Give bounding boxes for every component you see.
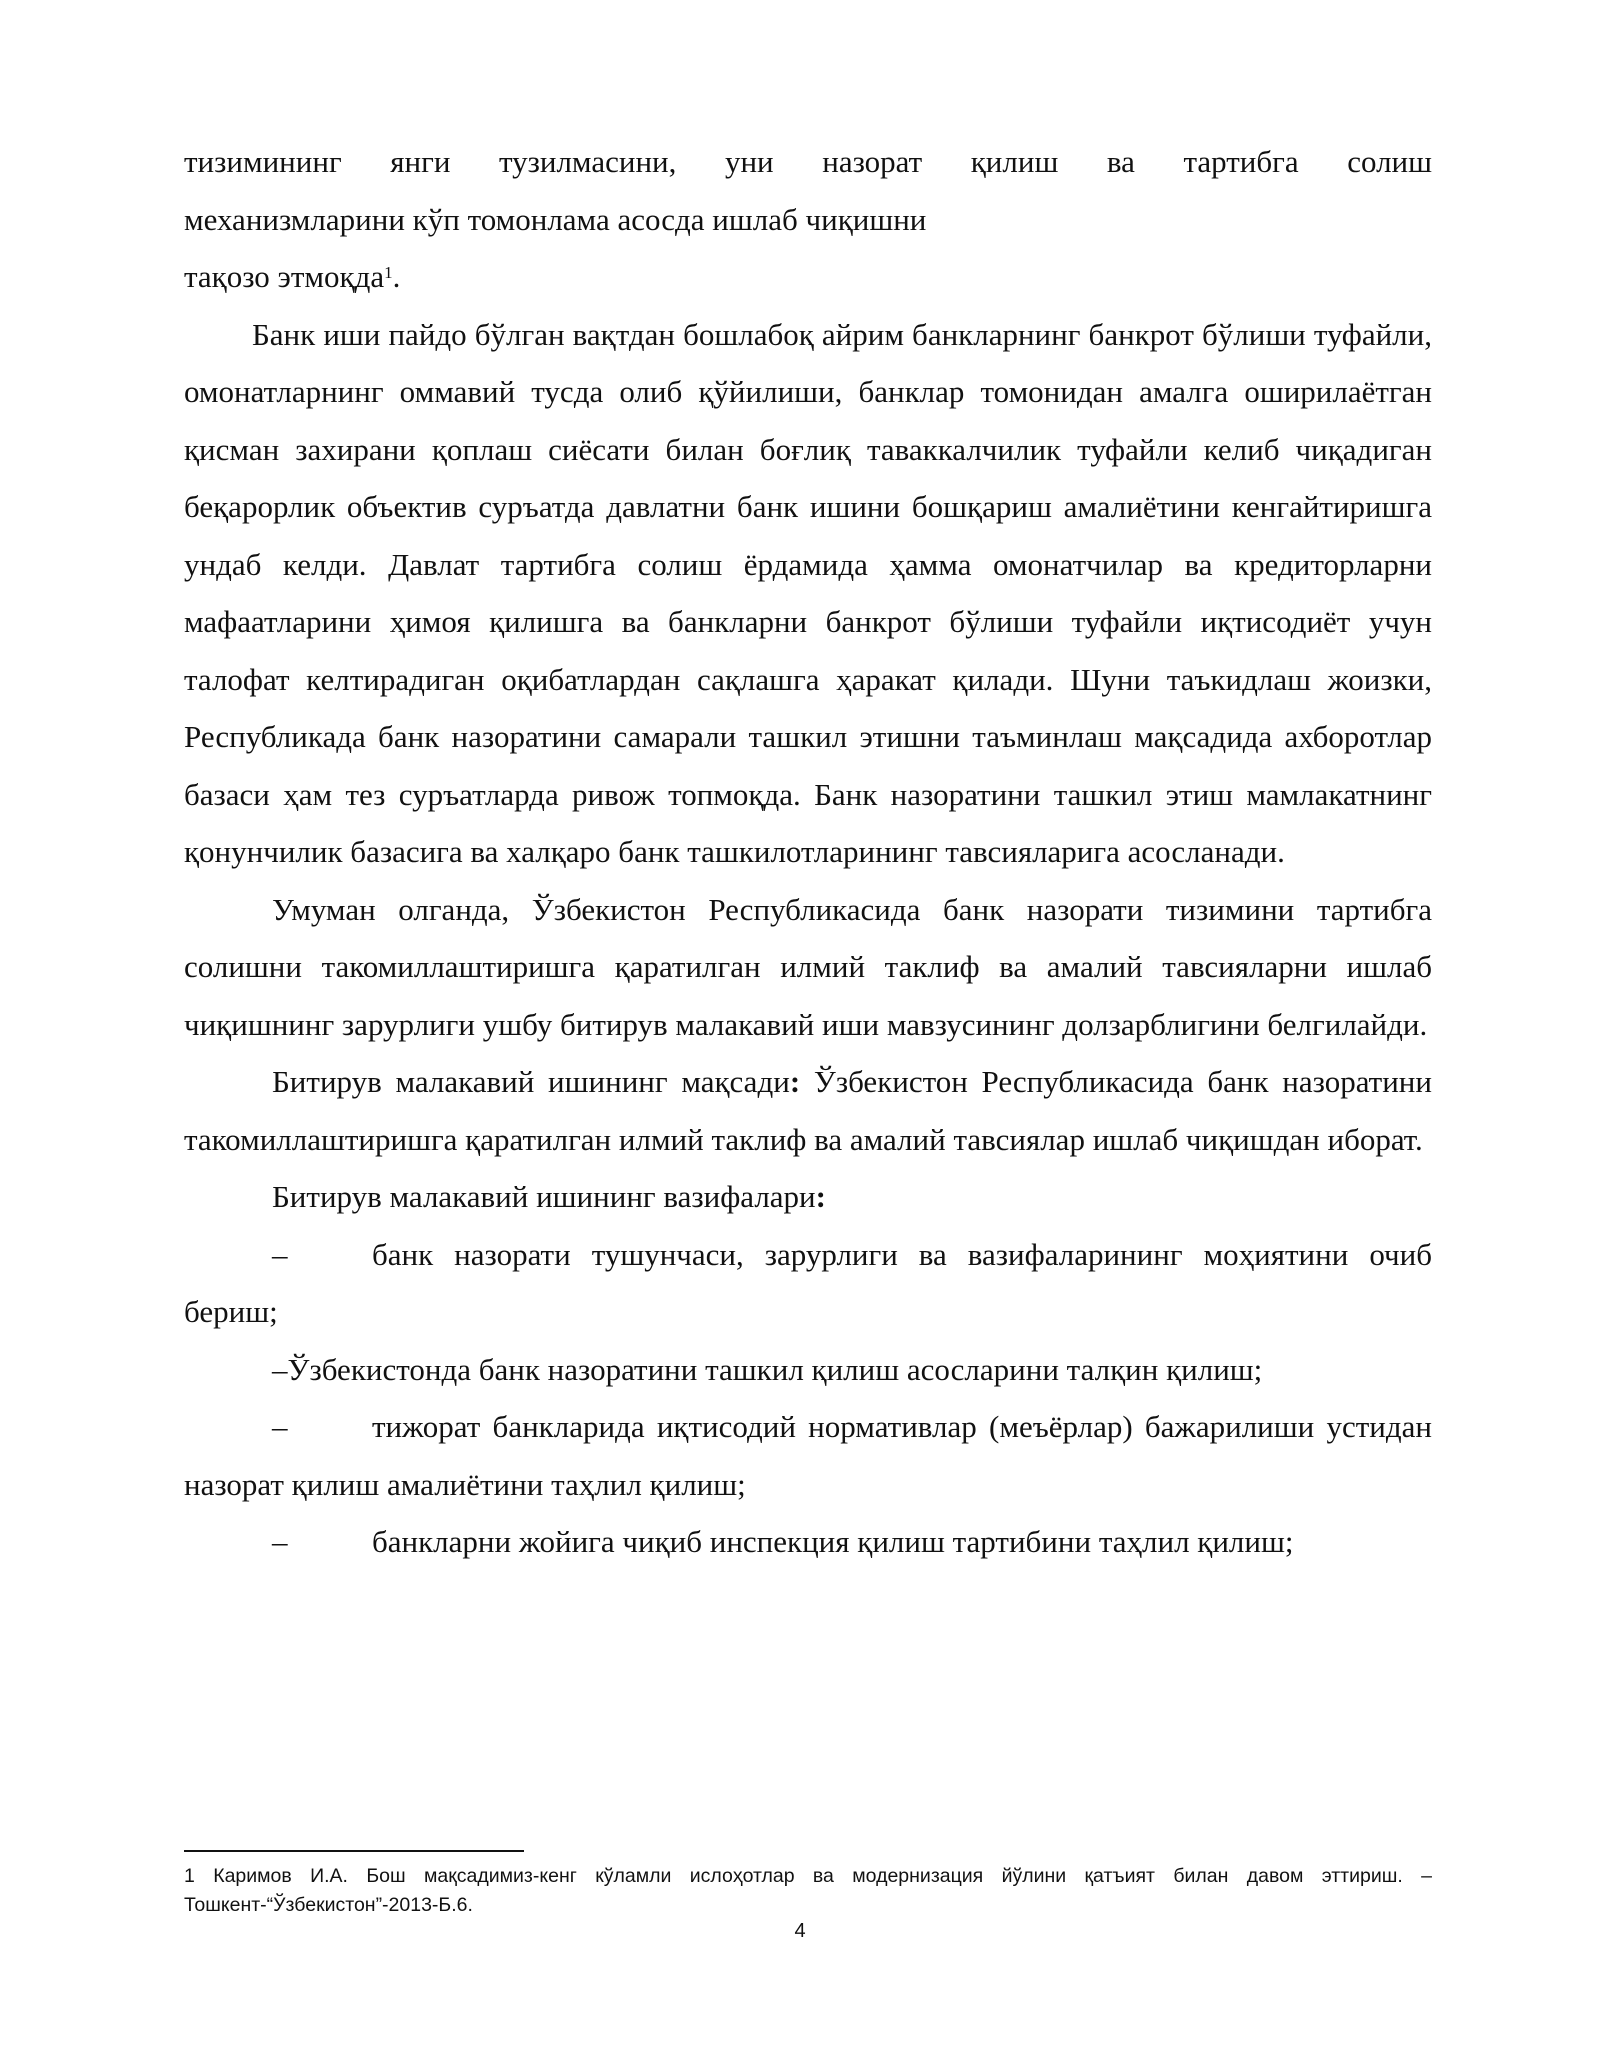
paragraph-1-line-3 [184,248,1432,306]
footnote-separator [184,1850,524,1852]
footnote: 1 Каримов И.А. Бош мақсадимиз-кенг кўламли ислоҳотлар ва модернизация йўлини қатъият билан давом эттириш. – Тошкент-“Ўзбекистон”-2013-Б.6. [184,1865,1432,1916]
paragraph-2: Банк иши пайдо бўлган вақтдан бошлабоқ айрим банкларнинг банкрот бўлиши туфайли, омонатларнинг оммавий тусда олиб қўйилиши, банклар томонидан амалга оширилаётган қисман захирани қоплаш сиёсати билан боғлиқ таваккалчилик туфайли келиб чиқадиган беқарорлик объектив суръатда давлатни банк ишини бошқариш амалиётини кенгайтиришга ундаб келди. Давлат тартибга солиш ёрдамида ҳамма омонатчилар ва кредиторларни мафаатларини ҳимоя қилишга ва банкларни банкрот бўлиши туфайли иқтисодиёт учун талофат келтирадиган оқибатлардан сақлашга ҳаракат қилади. Шуни таъкидлаш жоизки, Республикада банк назоратини самарали ташкил этишни таъминлаш мақсадида ахборотлар базаси ҳам тез суръатларда ривож топмоқда. Банк назоратини ташкил этиш мамлакатнинг қонунчилик базасига ва халқаро банк ташкилотларининг тавсияларига асосланади. [184,316,1432,869]
paragraph-4 [184,1053,1432,1168]
task-item-4-dash: – [272,1524,288,1559]
task-item-4-text: банкларни жойига чиқиб инспекция қилиш тартибини таҳлил қилиш; [372,1524,1294,1559]
paragraph-5 [184,1168,1432,1226]
task-item-2-text: Ўзбекистонда банк назоратини ташкил қилиш асосларини талқин қилиш; [287,1351,1263,1387]
page-number: 4 [794,1920,806,1942]
task-item-1 [184,1226,1432,1341]
footnote-reference[interactable]: 1 [384,263,393,282]
paragraph-1 [184,133,1432,306]
task-item-3-dash: – [272,1409,288,1444]
body-text [184,133,1432,1571]
task-item-1-text: банк назорати тушунчаси, зарурлиги ва вазифаларининг моҳиятини очиб бериш; [184,1236,1432,1329]
paragraph-1-line-3-text: тақозо этмоқда [184,259,385,294]
task-item-3 [184,1398,1432,1513]
paragraph-3: Умуман олганда, Ўзбекистон Республикасида банк назорати тизимини тартибга солишни такомиллаштиришга қаратилган илмий таклиф ва амалий тавсияларни ишлаб чиқишнинг зарурлиги ушбу битирув малакавий иши мавзусининг долзарблигини белгилайди. [184,891,1432,1042]
paragraph-1-line-2: механизмларини кўп томонлама асосда ишлаб чиқишни [184,201,927,237]
paragraph-1-line-1: тизимининг янги тузилмасини, уни назорат қилиш ва тартибга солиш [184,144,1432,179]
paragraph-1-end: . [392,259,401,294]
paragraph-4-colon: : [789,1064,801,1099]
task-item-2 [184,1341,1432,1399]
paragraph-5-lead: Битирув малакавий ишининг вазифалари [272,1179,816,1214]
task-item-1-dash: – [272,1236,288,1272]
paragraph-4-text: Ўзбекистон Республикасида банк назоратини такомиллаштиришга қаратилган илмий таклиф ва амалий тавсиялар ишлаб чиқишдан иборат. [184,1064,1432,1157]
paragraph-4-lead: Битирув малакавий ишининг мақсади [272,1064,790,1099]
task-item-4 [184,1513,1432,1571]
task-item-2-dash: – [272,1351,288,1387]
task-item-3-text: тижорат банкларида иқтисодий нормативлар (меъёрлар) бажарилиши устидан назорат қилиш амалиётини таҳлил қилиш; [184,1409,1432,1502]
paragraph-5-colon: : [815,1179,826,1214]
